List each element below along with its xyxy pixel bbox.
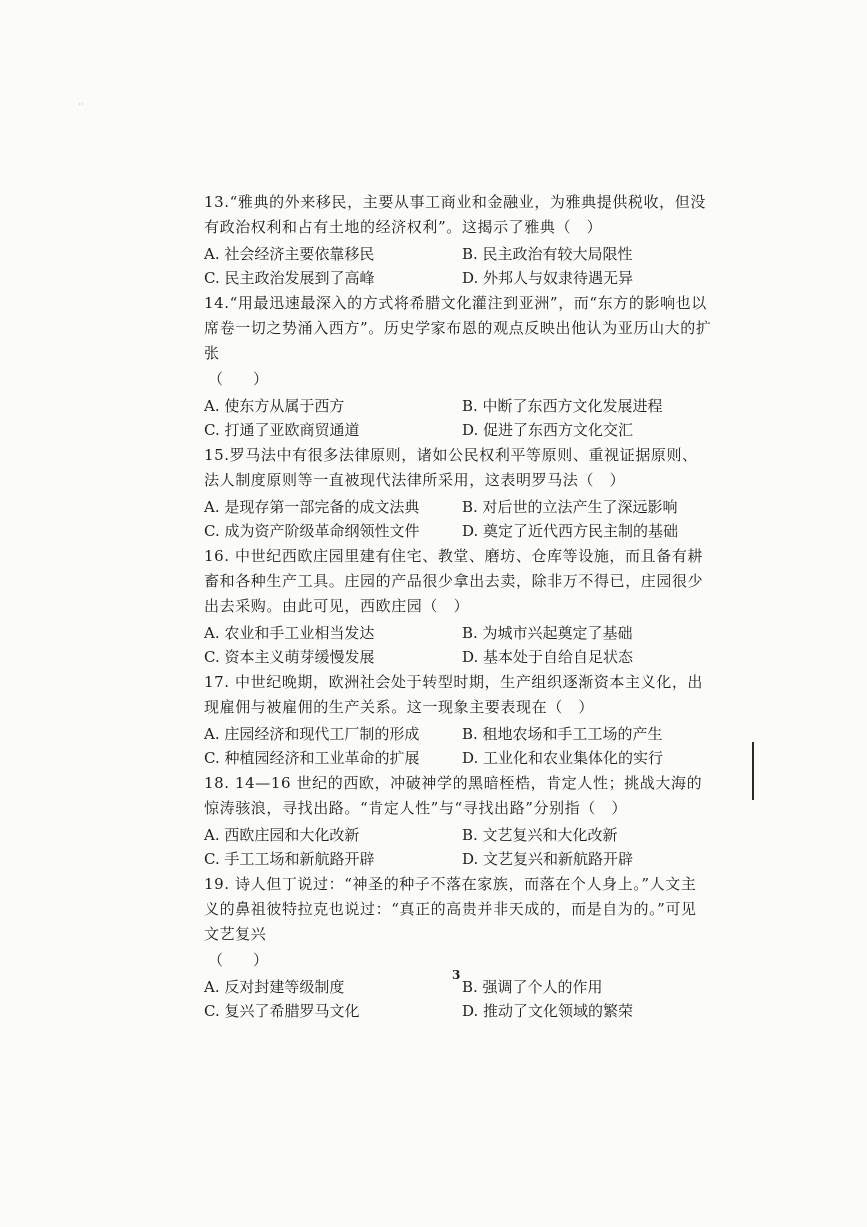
option-grid xyxy=(204,242,712,290)
option-a: A. 社会经济主要依靠移民 xyxy=(204,245,375,263)
option-grid xyxy=(204,394,712,442)
option-c: C. 手工工场和新航路开辟 xyxy=(204,850,375,868)
question-stem: 13.“雅典的外来移民，主要从事工商业和金融业，为雅典提供税收，但没有政治权利和占有土地的经济权利”。这揭示了雅典（ ） xyxy=(204,193,706,236)
option-a: A. 是现存第一部完备的成文法典 xyxy=(204,498,420,516)
option-grid xyxy=(204,621,712,669)
question-19 xyxy=(204,872,712,1023)
option-b: B. 对后世的立法产生了深远影响 xyxy=(462,498,678,516)
option-d: D. 工业化和农业集体化的实行 xyxy=(462,749,664,767)
question-15 xyxy=(204,443,712,543)
answer-paren: （ ） xyxy=(208,951,269,969)
option-c: C. 成为资产阶级革命纲领性文件 xyxy=(204,522,420,540)
option-b: B. 中断了东西方文化发展进程 xyxy=(462,397,663,415)
question-18 xyxy=(204,771,712,871)
question-stem: 15.罗马法中有很多法律原则，诸如公民权利平等原则、重视证据原则、法人制度原则等一直被现代法律所采用，这表明罗马法（ ） xyxy=(204,446,698,489)
margin-pen-mark xyxy=(752,742,754,800)
option-c: C. 民主政治发展到了高峰 xyxy=(204,269,375,287)
question-17 xyxy=(204,670,712,770)
question-stem: 17. 中世纪晚期，欧洲社会处于转型时期，生产组织逐渐资本主义化，出现雇佣与被雇佣的生产关系。这一现象主要表现在（ ） xyxy=(204,673,704,716)
option-c: C. 复兴了希腊罗马文化 xyxy=(204,1002,360,1020)
option-b: B. 民主政治有较大局限性 xyxy=(462,245,633,263)
question-stem: 16. 中世纪西欧庄园里建有住宅、教堂、磨坊、仓库等设施，而且备有耕畜和各种生产工具。庄园的产品很少拿出去卖，除非万不得已，庄园很少出去采购。由此可见，西欧庄园（ ） xyxy=(204,547,704,615)
page-number: 3 xyxy=(452,968,461,982)
option-c: C. 打通了亚欧商贸通道 xyxy=(204,421,360,439)
option-d: D. 奠定了近代西方民主制的基础 xyxy=(462,522,679,540)
question-14 xyxy=(204,291,712,442)
option-c: C. 种植园经济和工业革命的扩展 xyxy=(204,749,420,767)
option-b: B. 租地农场和手工工场的产生 xyxy=(462,725,663,743)
option-a: A. 反对封建等级制度 xyxy=(204,978,345,996)
option-b: B. 为城市兴起奠定了基础 xyxy=(462,624,633,642)
option-d: D. 外邦人与奴隶待遇无异 xyxy=(462,269,634,287)
option-d: D. 文艺复兴和新航路开辟 xyxy=(462,850,634,868)
option-b: B. 文艺复兴和大化改新 xyxy=(462,826,618,844)
option-d: D. 推动了文化领域的繁荣 xyxy=(462,1002,634,1020)
question-stem: 14.“用最迅速最深入的方式将希腊文化灌注到亚洲”，而“东方的影响也以席卷一切之势涌入西方”。历史学家布恩的观点反映出他认为亚历山大的扩张 xyxy=(204,294,712,362)
answer-paren: （ ） xyxy=(208,370,269,388)
option-a: A. 农业和手工业相当发达 xyxy=(204,624,375,642)
option-d: D. 基本处于自给自足状态 xyxy=(462,648,634,666)
option-grid xyxy=(204,495,712,543)
option-grid xyxy=(204,823,712,871)
option-grid xyxy=(204,975,712,1023)
question-list xyxy=(204,190,712,1024)
question-16 xyxy=(204,544,712,669)
option-d: D. 促进了东西方文化交汇 xyxy=(462,421,634,439)
question-stem: 18. 14—16 世纪的西欧，冲破神学的黑暗桎梏，肯定人性；挑战大海的惊涛骇浪，寻找出路。“肯定人性”与“寻找出路”分别指（ ） xyxy=(204,774,703,817)
option-c: C. 资本主义萌芽缓慢发展 xyxy=(204,648,375,666)
question-stem: 19. 诗人但丁说过：“神圣的种子不落在家族，而落在个人身上。”人文主义的鼻祖彼特拉克也说过：“真正的高贵并非天成的，而是自为的。”可见文艺复兴 xyxy=(204,875,697,943)
option-a: A. 西欧庄园和大化改新 xyxy=(204,826,360,844)
corner-mark: ·· xyxy=(78,100,84,110)
option-b: B. 强调了个人的作用 xyxy=(462,978,603,996)
option-grid xyxy=(204,722,712,770)
option-a: A. 庄园经济和现代工厂制的形成 xyxy=(204,725,420,743)
option-a: A. 使东方从属于西方 xyxy=(204,397,345,415)
question-13 xyxy=(204,190,712,290)
